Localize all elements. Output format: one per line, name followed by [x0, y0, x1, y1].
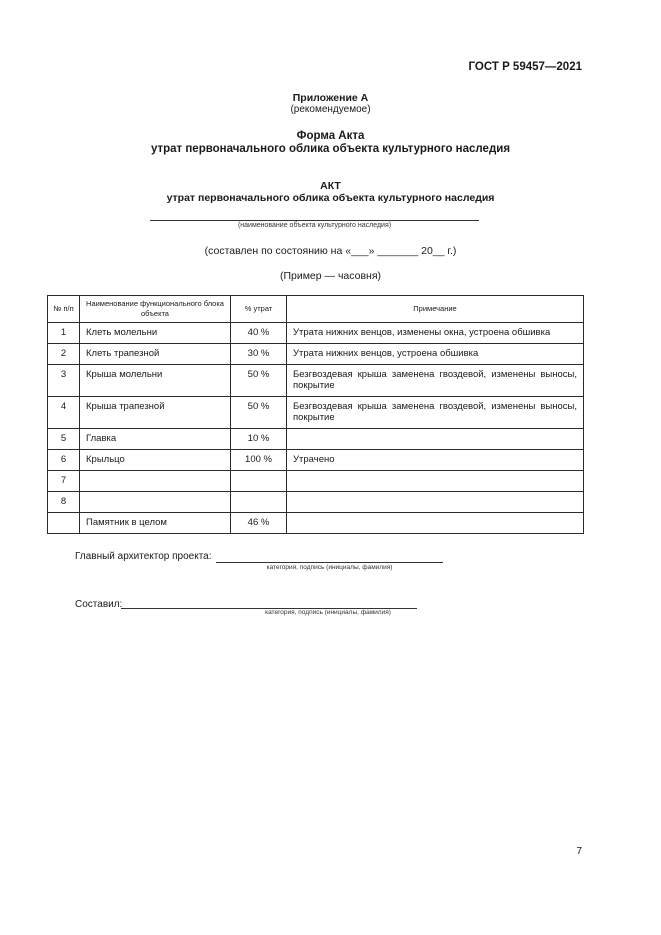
object-name-hint: (наименование объекта культурного наследия) — [237, 222, 392, 229]
row-note — [287, 492, 584, 513]
header-loss-percent: % утрат — [231, 296, 287, 323]
row-number: 7 — [48, 471, 80, 492]
table-row — [48, 365, 584, 397]
row-loss-percent — [231, 492, 287, 513]
state-date-line: (составлен по состоянию на «___» _______ 20__ г.) — [204, 245, 457, 257]
table-row — [48, 492, 584, 513]
compiled-by-label: Составил: — [75, 599, 123, 610]
row-number: 4 — [48, 397, 80, 429]
table-row — [48, 397, 584, 429]
row-block-name: Клеть трапезной — [80, 344, 231, 365]
document-code: ГОСТ Р 59457—2021 — [468, 61, 582, 73]
row-block-name — [80, 492, 231, 513]
row-number — [48, 513, 80, 534]
row-loss-percent: 100 % — [231, 450, 287, 471]
row-note: Безгвоздевая крыша заменена гвоздевой, изменены выносы, покрытие — [287, 397, 584, 429]
row-loss-percent: 46 % — [231, 513, 287, 534]
table-header-row — [48, 296, 584, 323]
row-note — [287, 471, 584, 492]
row-block-name: Крыша трапезной — [80, 397, 231, 429]
row-loss-percent — [231, 471, 287, 492]
page-number: 7 — [576, 846, 582, 857]
row-block-name — [80, 471, 231, 492]
object-name-line — [150, 220, 479, 221]
header-number: № п/п — [48, 296, 80, 323]
row-block-name: Клеть молельни — [80, 323, 231, 344]
row-loss-percent: 40 % — [231, 323, 287, 344]
row-block-name: Крыльцо — [80, 450, 231, 471]
header-note: Примечание — [287, 296, 584, 323]
table-row — [48, 450, 584, 471]
act-title: АКТ — [320, 180, 341, 192]
table-row — [48, 323, 584, 344]
row-number: 3 — [48, 365, 80, 397]
losses-table — [47, 295, 584, 534]
table-row — [48, 344, 584, 365]
row-number: 6 — [48, 450, 80, 471]
row-loss-percent: 50 % — [231, 365, 287, 397]
chief-architect-label: Главный архитектор проекта: — [75, 551, 212, 562]
row-block-name: Крыша молельни — [80, 365, 231, 397]
row-note — [287, 429, 584, 450]
row-loss-percent: 30 % — [231, 344, 287, 365]
table-row — [48, 429, 584, 450]
appendix-title: Приложение А — [292, 92, 369, 104]
row-note — [287, 513, 584, 534]
table-row-total — [48, 513, 584, 534]
chief-architect-signature-line — [216, 562, 443, 563]
row-number: 2 — [48, 344, 80, 365]
row-number: 5 — [48, 429, 80, 450]
row-note: Безгвоздевая крыша заменена гвоздевой, изменены выносы, покрытие — [287, 365, 584, 397]
row-note: Утрата нижних венцов, изменены окна, устроена обшивка — [287, 323, 584, 344]
chief-architect-hint: категория, подпись (инициалы, фамилия) — [266, 564, 393, 571]
example-label: (Пример — часовня) — [279, 270, 382, 282]
form-title: Форма Акта — [296, 130, 365, 142]
table-row — [48, 471, 584, 492]
appendix-subtitle: (рекомендуемое) — [290, 104, 371, 115]
row-number: 1 — [48, 323, 80, 344]
row-note: Утрачено — [287, 450, 584, 471]
row-note: Утрата нижних венцов, устроена обшивка — [287, 344, 584, 365]
act-subtitle: утрат первоначального облика объекта культурного наследия — [166, 192, 495, 204]
row-loss-percent: 10 % — [231, 429, 287, 450]
header-block-name: Наименование функционального блока объекта — [80, 296, 231, 323]
compiled-by-hint: категория, подпись (инициалы, фамилия) — [265, 609, 391, 616]
form-subtitle: утрат первоначального облика объекта культурного наследия — [150, 143, 511, 155]
row-block-name: Главка — [80, 429, 231, 450]
row-block-name: Памятник в целом — [80, 513, 231, 534]
row-loss-percent: 50 % — [231, 397, 287, 429]
row-number: 8 — [48, 492, 80, 513]
